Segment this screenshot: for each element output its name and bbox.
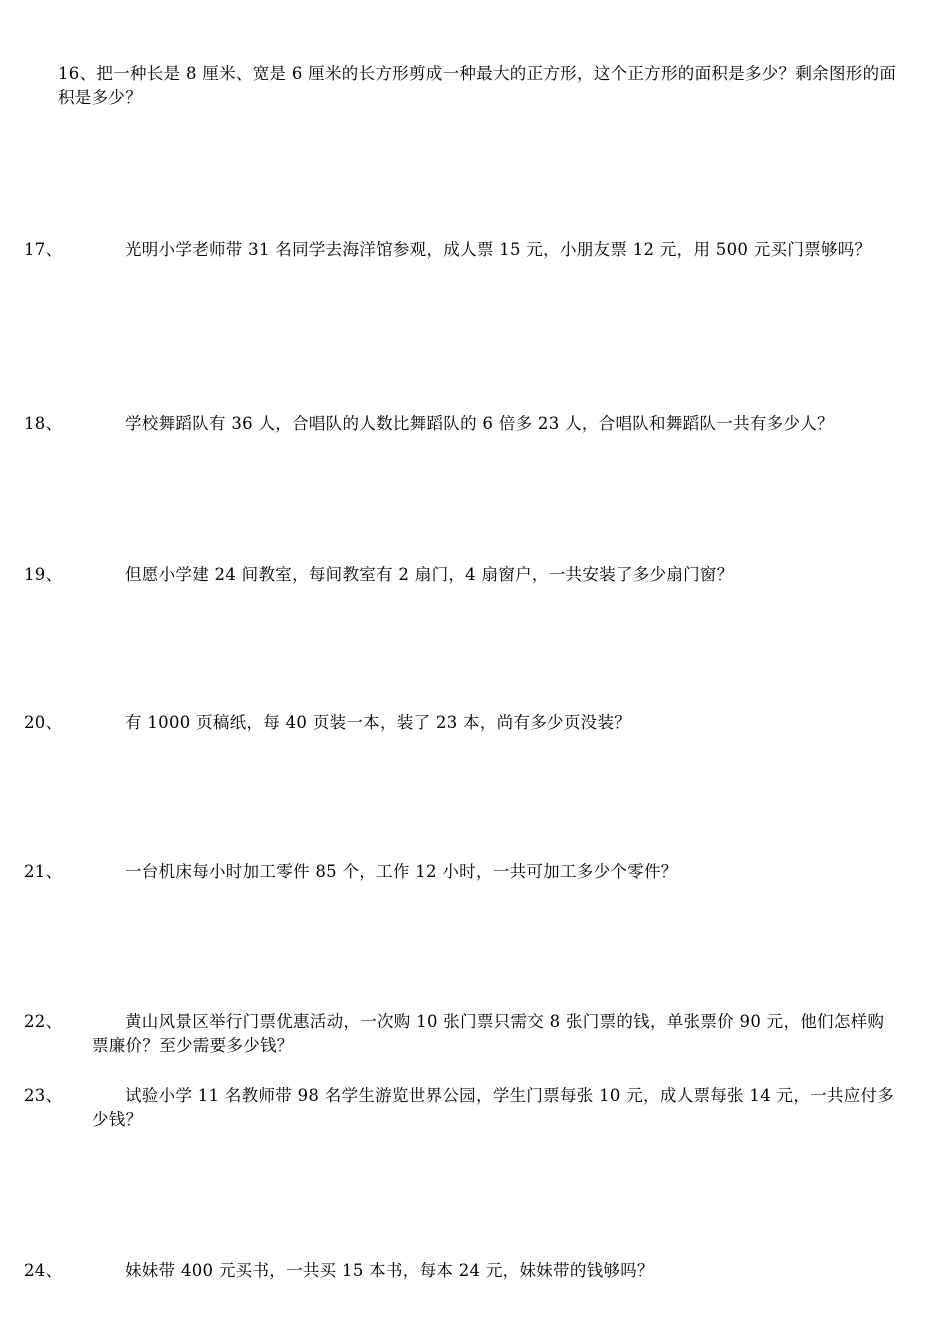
question-number: 17、 [24, 240, 63, 259]
question-number: 24、 [24, 1261, 63, 1280]
question-22 [24, 1010, 900, 1058]
question-number: 19、 [24, 565, 63, 584]
question-text: 但愿小学建 24 间教室，每间教室有 2 扇门，4 扇窗户，一共安装了多少扇门窗？ [125, 565, 734, 584]
question-17 [24, 238, 900, 262]
question-number: 20、 [24, 713, 63, 732]
question-number: 22、 [24, 1012, 63, 1031]
question-text: 试验小学 11 名教师带 98 名学生游览世界公园，学生门票每张 10 元，成人票每张 14 元，一共应付多少钱？ [92, 1086, 895, 1129]
question-21 [24, 860, 900, 884]
question-number: 16、 [58, 64, 97, 83]
question-text: 把一种长是 8 厘米、宽是 6 厘米的长方形剪成一种最大的正方形，这个正方形的面积是多少？剩余图形的面积是多少？ [58, 64, 897, 107]
question-text: 有 1000 页稿纸，每 40 页装一本，装了 23 本，尚有多少页没装？ [125, 713, 632, 732]
question-text: 黄山风景区举行门票优惠活动，一次购 10 张门票只需交 8 张门票的钱，单张票价 90 元，他们怎样购票廉价？至少需要多少钱？ [92, 1012, 885, 1055]
question-text: 一台机床每小时加工零件 85 个，工作 12 小时，一共可加工多少个零件？ [125, 862, 678, 881]
question-number: 23、 [24, 1086, 63, 1105]
question-number: 18、 [24, 414, 63, 433]
question-23 [24, 1084, 900, 1132]
question-24 [24, 1259, 900, 1283]
question-18 [24, 412, 900, 436]
question-text: 光明小学老师带 31 名同学去海洋馆参观，成人票 15 元，小朋友票 12 元，用 500 元买门票够吗？ [125, 240, 872, 259]
question-number: 21、 [24, 862, 63, 881]
question-text: 妹妹带 400 元买书，一共买 15 本书，每本 24 元，妹妹带的钱够吗？ [125, 1261, 654, 1280]
question-16 [58, 62, 900, 110]
question-text: 学校舞蹈队有 36 人，合唱队的人数比舞蹈队的 6 倍多 23 人，合唱队和舞蹈队一共有多少人？ [125, 414, 834, 433]
question-20 [24, 711, 900, 735]
question-19 [24, 563, 900, 587]
